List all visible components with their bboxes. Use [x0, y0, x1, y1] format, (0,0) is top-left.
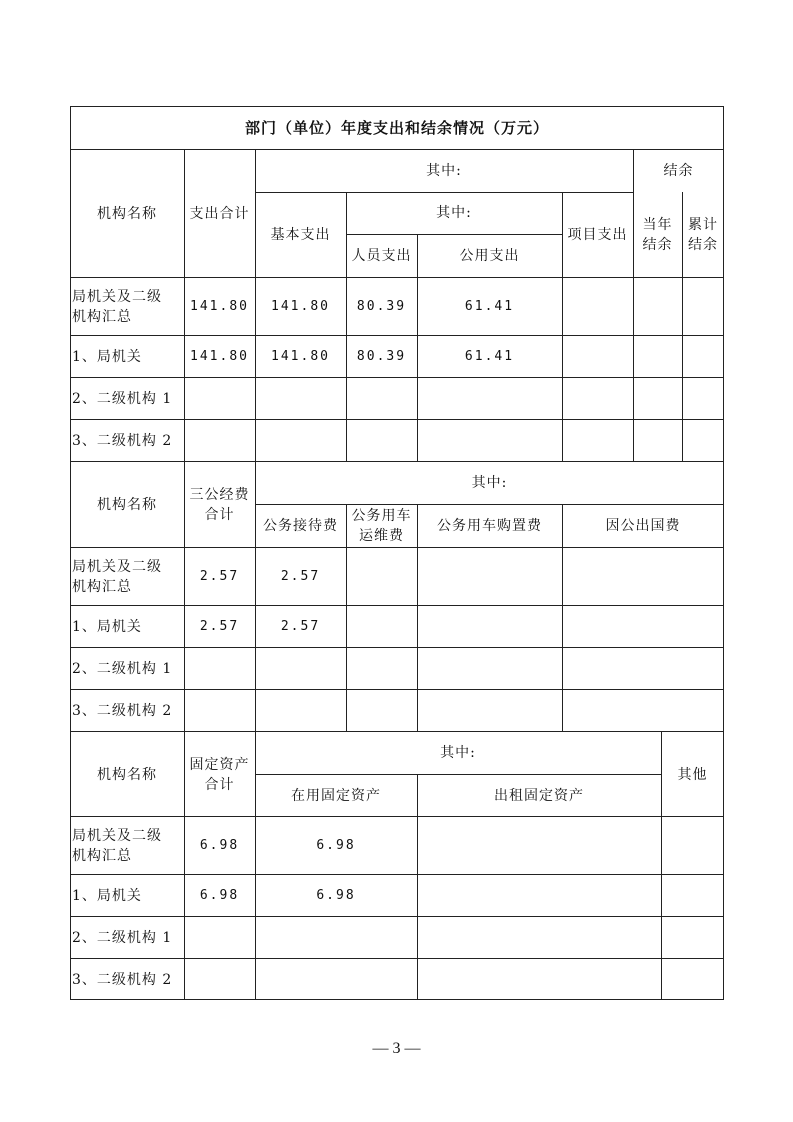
row-name: 局机关及二级 机构汇总	[72, 289, 162, 325]
s3-row-sub1-name: 2、二级机构 1	[72, 930, 173, 946]
s3-header-of-which: 其中:	[440, 745, 476, 761]
cell-total: 141.80	[190, 349, 249, 364]
cell-total: 2.57	[199, 569, 240, 584]
row-name: 1、局机关	[72, 888, 142, 904]
s1-header-project: 项目支出	[567, 227, 628, 243]
s3-header-total: 固定资产 合计	[189, 756, 250, 793]
s1-header-balance-year: 当年 结余	[642, 217, 673, 253]
table-title: 部门（单位）年度支出和结余情况（万元）	[244, 119, 549, 137]
s1-row-sub1-name: 2、二级机构 1	[72, 391, 173, 407]
s2-header-abroad: 因公出国费	[605, 518, 681, 534]
s2-row-sub1-name: 2、二级机构 1	[72, 661, 173, 677]
row-name: 1、局机关	[72, 349, 142, 365]
cell-total: 6.98	[199, 838, 240, 853]
s1-header-total: 支出合计	[189, 206, 250, 222]
s2-header-name: 机构名称	[97, 497, 157, 513]
cell-public: 61.41	[464, 349, 515, 364]
row-name: 局机关及二级 机构汇总	[72, 559, 162, 595]
cell-personnel: 80.39	[356, 349, 407, 364]
cell-in-use: 6.98	[316, 838, 356, 853]
s1-header-basic: 基本支出	[270, 227, 331, 243]
s3-header-other: 其他	[677, 766, 708, 783]
cell-reception: 2.57	[280, 619, 321, 634]
s1-header-of-which: 其中:	[426, 163, 462, 179]
page-number: — 3 —	[372, 1040, 421, 1057]
s1-header-personnel: 人员支出	[351, 248, 412, 264]
cell-reception: 2.57	[280, 569, 321, 584]
cell-total: 2.57	[199, 619, 240, 634]
s1-header-of-which-basic: 其中:	[436, 205, 472, 221]
cell-basic: 141.80	[271, 349, 330, 364]
s2-row-sub2-name: 3、二级机构 2	[72, 703, 173, 719]
s1-header-public: 公用支出	[459, 248, 520, 264]
s3-header-name: 机构名称	[97, 766, 157, 783]
cell-personnel: 80.39	[356, 299, 407, 314]
cell-in-use: 6.98	[316, 888, 356, 903]
s3-header-in-use: 在用固定资产	[291, 787, 381, 804]
s1-header-name: 机构名称	[97, 206, 157, 222]
s2-header-vehicle-ops: 公务用车 运维费	[351, 508, 412, 544]
s1-header-balance-cum: 累计 结余	[688, 217, 718, 253]
s3-header-leased: 出租固定资产	[494, 787, 584, 804]
row-name: 1、局机关	[72, 619, 142, 635]
s3-row-sub2-name: 3、二级机构 2	[72, 971, 173, 988]
cell-total: 141.80	[190, 299, 249, 314]
cell-total: 6.98	[199, 888, 240, 903]
row-name: 局机关及二级 机构汇总	[72, 828, 162, 864]
s2-header-of-which: 其中:	[471, 475, 508, 491]
s2-header-total: 三公经费 合计	[189, 487, 250, 523]
s1-header-balance: 结余	[663, 163, 694, 179]
s2-header-reception: 公务接待费	[263, 518, 338, 534]
s2-header-vehicle-purchase: 公务用车购置费	[437, 518, 542, 534]
s1-row-sub2-name: 3、二级机构 2	[72, 433, 173, 449]
expenditure-table	[70, 106, 724, 1000]
cell-public: 61.41	[464, 299, 515, 314]
cell-basic: 141.80	[271, 299, 330, 314]
